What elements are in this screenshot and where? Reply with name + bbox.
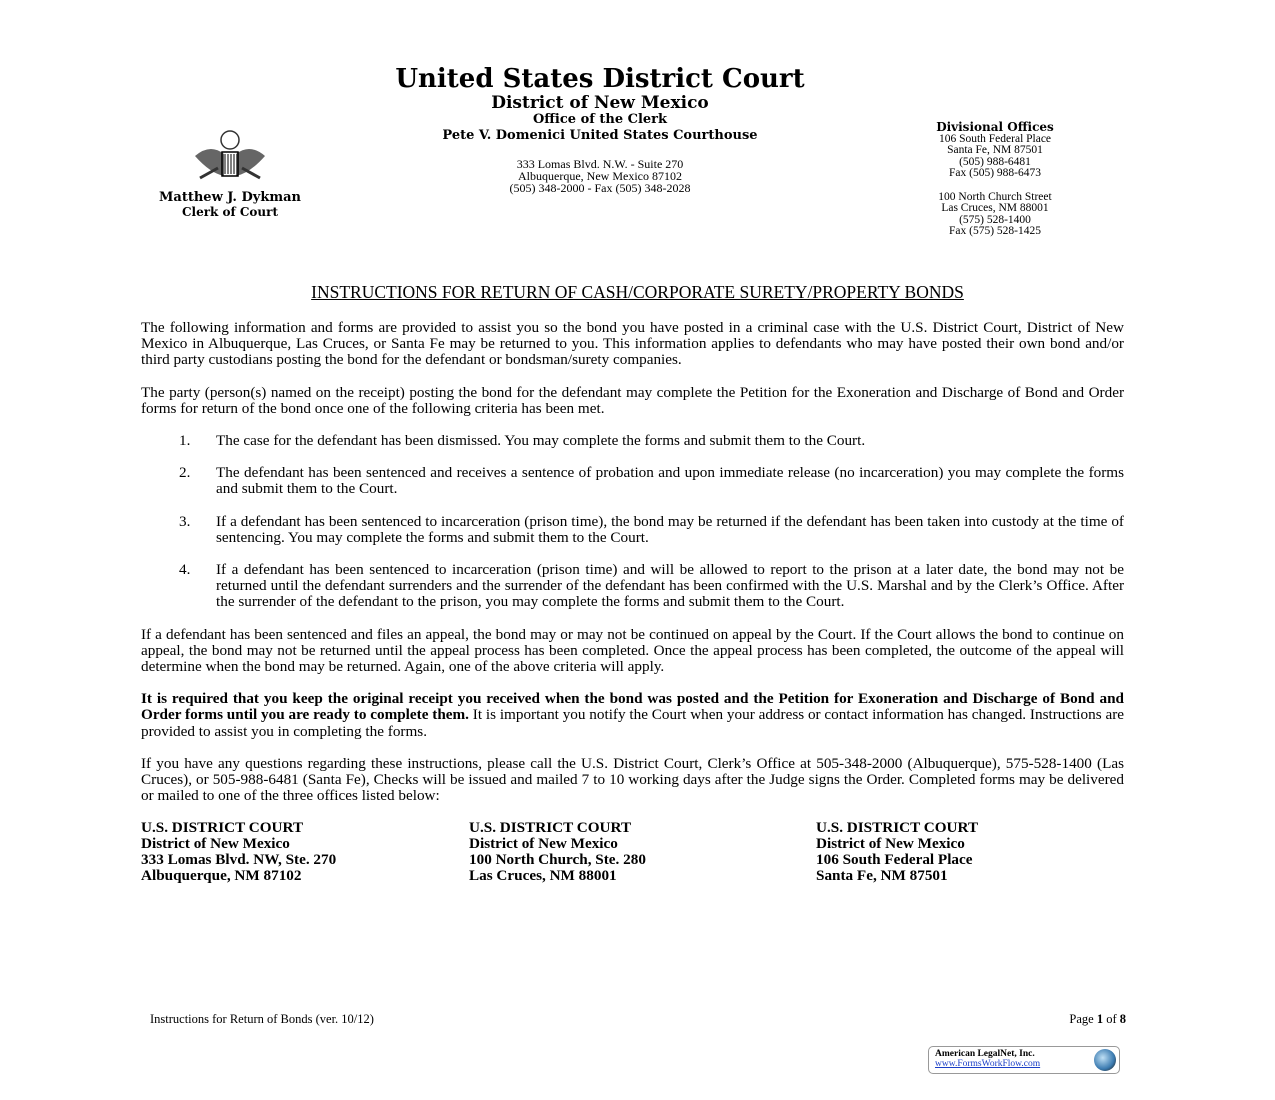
- list-item: [141, 433, 1124, 449]
- page-number: [1069, 1012, 1126, 1027]
- paragraph: The party (person(s) named on the receipt) posting the bond for the defendant may complete the Petition for the Exoneration and Discharge of Bond and Order forms for return of the bond once one of the following criteria has been met.: [141, 383, 1124, 417]
- office-line: Albuquerque, NM 87102: [141, 867, 302, 885]
- office-line: District of New Mexico: [469, 835, 618, 853]
- list-item: [141, 562, 1124, 611]
- office-line: Las Cruces, NM 88001: [469, 867, 617, 885]
- page-of: of: [1103, 1012, 1120, 1026]
- office-address: [141, 820, 469, 884]
- office-line: U.S. DISTRICT COURT: [141, 819, 304, 837]
- clerk-title: Clerk of Court: [181, 205, 279, 219]
- clerk-block: [120, 190, 340, 220]
- office-line: 100 North Church Street: [938, 190, 1052, 203]
- office-line: Las Cruces, NM 88001: [941, 202, 1049, 214]
- item-text: The case for the defendant has been dismissed. You may complete the forms and submit them to the Court.: [216, 432, 866, 450]
- page-label: Page: [1069, 1012, 1097, 1026]
- current-page: 1: [1096, 1012, 1104, 1026]
- courthouse-name: Pete V. Domenici United States Courthouse: [442, 128, 758, 143]
- office-line: 333 Lomas Blvd. NW, Ste. 270: [141, 851, 337, 869]
- office-line: District of New Mexico: [141, 835, 290, 853]
- item-text: The defendant has been sentenced and receives a sentence of probation and upon immediate release (no incarceration) you may complete the forms and submit them to the Court.: [216, 464, 1124, 498]
- item-number: 4.: [179, 561, 191, 579]
- paragraph: The following information and forms are provided to assist you so the bond you have posted in a criminal case with the U.S. District Court, District of New Mexico in Albuquerque, Las Cruces, or Santa Fe may be returned to you. This information applies to defendants who may have posted their own bond and/or third party custodians posting the bond for the defendant or bondsman/surety companies.: [141, 319, 1124, 369]
- office-line: Santa Fe, NM 87501: [947, 144, 1043, 156]
- office-line: 100 North Church, Ste. 280: [469, 851, 646, 869]
- globe-icon: [1094, 1049, 1116, 1071]
- badge-link[interactable]: www.FormsWorkFlow.com: [935, 1059, 1041, 1069]
- footer: [150, 1012, 1126, 1027]
- office-line: U.S. DISTRICT COURT: [816, 819, 979, 837]
- court-seal-icon: [180, 128, 280, 188]
- item-text: If a defendant has been sentenced to incarceration (prison time) and will be allowed to report to the prison at a later date, the bond may not be returned until the defendant surrenders and the surrender of the defendant has been confirmed with the U.S. Marshal and by the Clerk’s Office. After the surrender of the defendant to the prison, you may complete the forms and submit them to the Court.: [216, 561, 1124, 611]
- criteria-list: [141, 433, 1124, 611]
- office-line: Fax (575) 528-1425: [949, 225, 1041, 237]
- clerk-name: Matthew J. Dykman: [159, 190, 301, 205]
- office-line: 106 South Federal Place: [816, 851, 973, 869]
- notice-rest: It is important you notify the Court when your address or contact information has changed. Instructions are provided to assist you in completing the forms.: [141, 706, 1124, 740]
- office-line: District of New Mexico: [816, 835, 965, 853]
- office-address: [816, 820, 978, 884]
- office-line: U.S. DISTRICT COURT: [469, 819, 632, 837]
- office-line: 106 South Federal Place: [938, 132, 1052, 145]
- badge-name: American LegalNet, Inc.: [935, 1049, 1035, 1059]
- list-item: [141, 465, 1124, 497]
- item-text: If a defendant has been sentenced to incarceration (prison time), the bond may be returned if the defendant has been taken into custody at the time of sentencing. You may complete the forms and submit them to the Court.: [216, 512, 1124, 546]
- divisional-title: Divisional Offices: [936, 120, 1054, 134]
- list-item: [141, 514, 1124, 546]
- item-number: 1.: [179, 432, 191, 450]
- office-line: Santa Fe, NM 87501: [816, 867, 948, 885]
- court-name: United States District Court: [395, 64, 805, 94]
- address-line: (505) 348-2000 - Fax (505) 348-2028: [509, 181, 691, 195]
- main-address: [300, 158, 900, 194]
- legalnet-badge: [928, 1046, 1120, 1074]
- address-line: Albuquerque, New Mexico 87102: [518, 169, 682, 183]
- paragraph: [141, 691, 1124, 740]
- paragraph: If you have any questions regarding these instructions, please call the U.S. District Court, Clerk’s Office at 505-348-2000 (Albuquerque), 575-528-1400 (Las Cruces), or 505-988-6481 (Santa Fe), Checks will be issued and mailed 7 to 10 working days after the Judge signs the Order. Completed forms may be delivered or mailed to one of the three offices listed below:: [141, 754, 1124, 805]
- document-body: [141, 320, 1124, 884]
- office-line: Fax (505) 988-6473: [949, 167, 1041, 179]
- footer-form-name: Instructions for Return of Bonds (ver. 10/12): [150, 1012, 374, 1026]
- district-name: District of New Mexico: [491, 93, 709, 113]
- item-number: 3.: [179, 512, 191, 530]
- document-title: INSTRUCTIONS FOR RETURN OF CASH/CORPORATE SURETY/PROPERTY BONDS: [311, 282, 964, 302]
- divisional-offices: [890, 122, 1100, 238]
- paragraph: If a defendant has been sentenced and files an appeal, the bond may or may not be continued on appeal by the Court. If the Court allows the bond to continue on appeal, the bond may not be returned until the appeal process has been completed. Once the appeal process has been completed, the outcome of the appeal will determine when the bond may be returned. Again, one of the above criteria will apply.: [141, 625, 1124, 676]
- office-name: Office of the Clerk: [532, 112, 668, 127]
- bold-notice: It is required that you keep the original receipt you received when the bond was posted and the Petition for Exoneration and Discharge of Bond and Order forms until you are ready to complete them.: [141, 690, 1124, 724]
- total-pages: 8: [1119, 1012, 1126, 1026]
- office-line: (505) 988-6481: [959, 155, 1031, 168]
- item-number: 2.: [179, 464, 191, 482]
- address-line: 333 Lomas Blvd. N.W. - Suite 270: [516, 157, 684, 171]
- office-line: (575) 528-1400: [959, 213, 1031, 226]
- office-address: [469, 820, 816, 884]
- office-addresses: [141, 820, 1124, 884]
